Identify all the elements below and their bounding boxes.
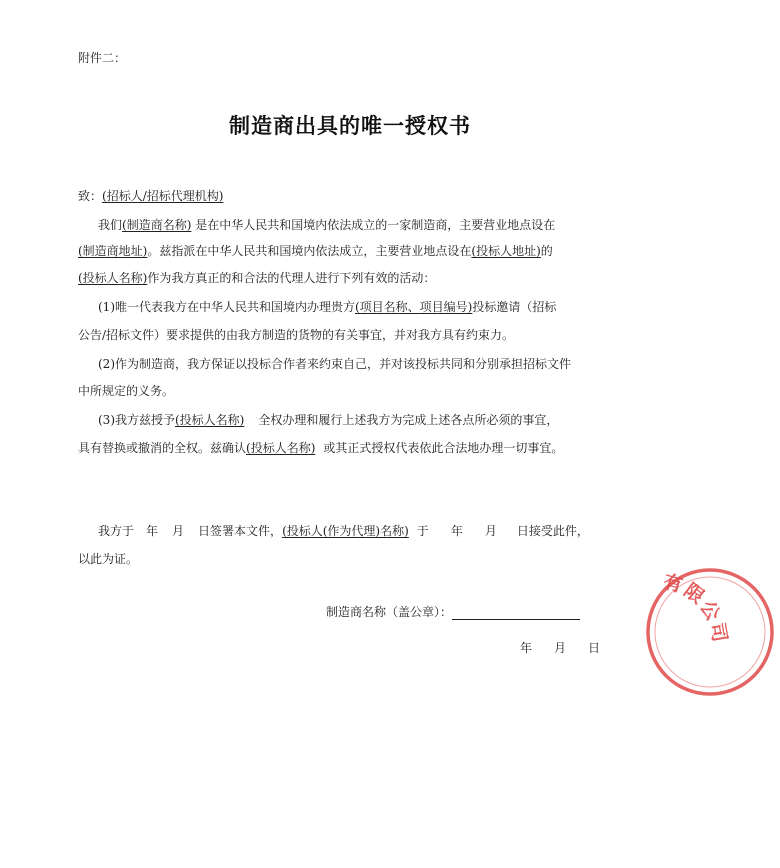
addressee-prefix: 致： bbox=[78, 189, 103, 203]
signature-blank bbox=[452, 607, 580, 620]
manufacturer-signature-line bbox=[326, 604, 580, 620]
item3-line1 bbox=[98, 412, 558, 428]
footer-year: 年 bbox=[520, 641, 533, 655]
p1-text-e: 作为我方真正的和合法的代理人进行下列有效的活动： bbox=[147, 271, 436, 285]
bidder-name-field: (投标人名称) bbox=[78, 271, 148, 285]
signing-year2: 年 bbox=[450, 524, 463, 538]
item1-text-b: 投标邀请（招标 bbox=[472, 300, 557, 314]
addressee-line bbox=[78, 188, 223, 204]
p1-text-a: 我们 bbox=[98, 218, 123, 232]
attachment-label: 附件二： bbox=[78, 51, 127, 65]
document-title: 制造商出具的唯一授权书 bbox=[229, 114, 471, 138]
addressee-target: (招标人/招标代理机构) bbox=[102, 189, 224, 203]
paragraph1-line3 bbox=[78, 270, 435, 286]
item3-bidder2-field: (投标人名称) bbox=[246, 441, 316, 455]
signing-line1 bbox=[98, 523, 589, 539]
item2-line2: 中所规定的义务。 bbox=[78, 384, 175, 398]
item3-text-c: 具有替换或撤消的全权。兹确认 bbox=[78, 441, 247, 455]
paragraph1-line2 bbox=[78, 243, 553, 259]
signing-month: 月 bbox=[172, 524, 185, 538]
item1-text-a: (1)唯一代表我方在中华人民共和国境内办理贵方 bbox=[98, 300, 355, 314]
signing-text-a: 我方于 bbox=[98, 524, 135, 538]
footer-date bbox=[520, 640, 600, 656]
signing-day: 日签署本文件， bbox=[198, 524, 283, 538]
item3-text-d: 或其正式授权代表依此合法地办理一切事宜。 bbox=[323, 441, 564, 455]
p1-text-d: 的 bbox=[540, 244, 553, 258]
item3-bidder-field: (投标人名称) bbox=[175, 413, 245, 427]
item3-line2 bbox=[78, 440, 563, 456]
item2-line1: (2)作为制造商，我方保证以投标合作者来约束自己，并对该投标共同和分别承担招标文件 bbox=[98, 357, 572, 371]
manufacturer-name-field: (制造商名称) bbox=[122, 218, 192, 232]
manufacturer-seal-label: 制造商名称（盖公章）： bbox=[326, 605, 453, 619]
item1-line2: 公告/招标文件）要求提供的由我方制造的货物的有关事宜，并对我方具有约束力。 bbox=[78, 328, 515, 342]
item3-text-a: (3)我方兹授予 bbox=[98, 413, 175, 427]
p1-text-c: 。兹指派在中华人民共和国境内依法成立，主要营业地点设在 bbox=[147, 244, 472, 258]
signing-text-c: 日接受此件， bbox=[516, 524, 589, 538]
footer-day: 日 bbox=[588, 641, 601, 655]
manufacturer-address-field: (制造商地址) bbox=[78, 244, 148, 258]
project-name-field: (项目名称、项目编号) bbox=[355, 300, 473, 314]
signing-year: 年 bbox=[146, 524, 159, 538]
p1-text-b: 是在中华人民共和国境内依法成立的一家制造商，主要营业地点设在 bbox=[191, 218, 556, 232]
bidder-address-field: (投标人地址) bbox=[471, 244, 541, 258]
signing-month2: 月 bbox=[484, 524, 497, 538]
item1-line1 bbox=[98, 299, 556, 315]
item3-text-b: 全权办理和履行上述我方为完成上述各点所必须的事宜， bbox=[258, 413, 559, 427]
signing-line2: 以此为证。 bbox=[78, 552, 139, 566]
signing-text-b: 于 bbox=[416, 524, 429, 538]
svg-text:有限公司 bbox=[661, 570, 731, 646]
seal-text: 有限公司 bbox=[660, 570, 731, 646]
company-seal-stamp bbox=[640, 560, 780, 720]
paragraph1-line1 bbox=[98, 217, 555, 233]
signing-bidder-field: (投标人(作为代理)名称) bbox=[282, 524, 409, 538]
footer-month: 月 bbox=[554, 641, 567, 655]
